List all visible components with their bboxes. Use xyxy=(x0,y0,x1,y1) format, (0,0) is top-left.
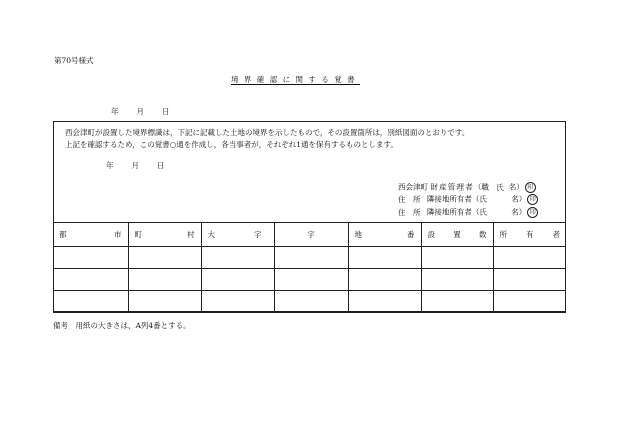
header-owner: 所 有 者 xyxy=(493,223,566,247)
table-header-row xyxy=(53,223,566,247)
table-cell xyxy=(348,247,421,269)
form-number: 第70号様式 xyxy=(54,56,94,65)
table-cell xyxy=(421,291,493,313)
signatory-paren-open: （氏 xyxy=(471,207,487,217)
table-cell xyxy=(493,291,566,313)
agreement-date-month: 月 xyxy=(131,161,139,170)
top-date xyxy=(111,108,170,116)
signatory-label: 隣接地所有者 xyxy=(426,207,472,217)
seal-icon: 印 xyxy=(527,194,538,205)
table-cell xyxy=(493,269,566,291)
land-table xyxy=(53,222,566,312)
signatory-label: 財産管理者 xyxy=(430,182,474,192)
table-cell xyxy=(53,291,128,313)
seal-icon: 印 xyxy=(525,182,536,193)
signatory-paren-close: 名） xyxy=(511,194,527,204)
remarks-note: 備考 用紙の大きさは，A列4番とする。 xyxy=(53,321,191,330)
header-lot-number: 地 番 xyxy=(348,223,421,247)
agreement-date-year: 年 xyxy=(106,161,114,170)
table-cell xyxy=(201,269,274,291)
header-oaza: 大 字 xyxy=(201,223,274,247)
signatory-paren-mid: 氏 xyxy=(496,182,504,192)
table-cell xyxy=(421,247,493,269)
signatory-neighbor-2 xyxy=(398,207,538,218)
table-cell xyxy=(421,269,493,291)
signatory-paren-close: 名） xyxy=(508,182,524,192)
signatory-label: 隣接地所有者 xyxy=(426,194,472,204)
body-paragraph-2: 上記を確認するため，この覚書○通を作成し，各当事者が，それぞれ1通を保有するものとします。 xyxy=(65,140,398,149)
top-date-day: 日 xyxy=(162,107,170,116)
table-cell xyxy=(348,291,421,313)
signatory-prefix: 住 所 xyxy=(398,207,421,217)
table-cell xyxy=(348,269,421,291)
table-cell xyxy=(493,247,566,269)
table-cell xyxy=(201,247,274,269)
signatory-manager xyxy=(398,182,536,193)
table-row xyxy=(53,247,566,269)
header-city: 都 市 xyxy=(53,223,128,247)
table-cell xyxy=(128,269,201,291)
signatory-neighbor-1 xyxy=(398,194,538,205)
header-town: 町 村 xyxy=(128,223,201,247)
top-date-year: 年 xyxy=(111,107,119,116)
document-title: 境界確認に関する覚書 xyxy=(231,75,360,84)
table-cell xyxy=(128,247,201,269)
table-cell xyxy=(53,269,128,291)
table-cell xyxy=(128,291,201,313)
signatory-paren-open: （職 xyxy=(473,182,489,192)
table-cell xyxy=(53,247,128,269)
header-count: 設 置 数 xyxy=(421,223,493,247)
agreement-date xyxy=(106,162,165,170)
table-cell xyxy=(274,247,348,269)
signatory-prefix: 住 所 xyxy=(398,194,421,204)
signatory-prefix: 西会津町 xyxy=(398,182,428,192)
table-cell xyxy=(274,269,348,291)
table-cell xyxy=(201,291,274,313)
agreement-date-day: 日 xyxy=(157,161,165,170)
table-row xyxy=(53,269,566,291)
body-paragraph-1: 西会津町が設置した境界標識は，下記に記載した土地の境界を示したもので，その設置箇所は，別紙図面のとおりです。 xyxy=(65,128,470,137)
table-cell xyxy=(274,291,348,313)
top-date-month: 月 xyxy=(136,107,144,116)
signatory-paren-close: 名） xyxy=(511,207,527,217)
table-row xyxy=(53,291,566,313)
seal-icon: 印 xyxy=(527,207,538,218)
signatory-paren-open: （氏 xyxy=(471,194,487,204)
header-aza: 字 xyxy=(274,223,348,247)
